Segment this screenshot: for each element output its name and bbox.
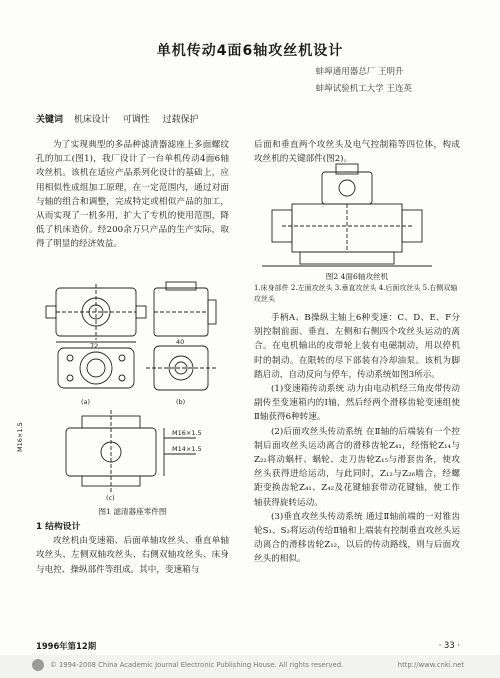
continued-paragraph: 后面和垂直两个攻丝头及电气控制箱等四位体，构成攻丝机的关键部件(图2)。 [254, 140, 460, 165]
left-column-section-1 [36, 520, 229, 577]
body-paragraph: (3)垂直攻丝头传动系统 通过Ⅱ轴前端的一对锥齿轮S₁、S₂将运动传给Ⅱ轴和上端装有控制垂直攻丝头运动离合的滑移齿轮Z₁₂，以后的传动路线，则与后面攻丝头的相似。 [254, 511, 460, 565]
fig1-dimension: M14×1.5 [172, 445, 202, 453]
publisher-url[interactable]: http://www.cnki.net [397, 661, 464, 669]
figure-1-caption: 图1 滤清器座零件图 [98, 507, 167, 516]
keywords-label: 关键词 [36, 115, 64, 125]
publisher-logo-icon [32, 659, 44, 671]
author-affiliation-2: 蚌埠试验机工大学 王连英 [315, 84, 412, 94]
figure-2-caption: 图2 4面6轴攻丝机 [325, 272, 389, 281]
figure-2-drawing [262, 164, 432, 269]
journal-issue: 1996年第12期 [36, 641, 97, 651]
right-column-top [254, 138, 460, 166]
section-paragraph: 攻丝机由变速箱、后面单轴攻丝头、垂直单轴攻丝头、左侧双轴攻丝头、右侧双轴攻丝头、床身与电控、操纵部件等组成。其中，变速箱与 [36, 536, 229, 575]
copyright-notice: © 1994-2008 China Academic Journal Electronic Publishing House. All rights reserved. [50, 661, 344, 669]
paper-title: 单机传动4面6轴攻丝机设计 [156, 43, 344, 59]
fig1-label-b: (b) [176, 398, 186, 406]
fig1-dimension: M16×1.5 [16, 422, 24, 452]
author-affiliation-1: 蚌埠通用器总厂 王明升 [315, 67, 404, 77]
fig1-dimension: 72 [90, 342, 99, 350]
author-list [316, 64, 412, 98]
keyword-item: 机床设计 [73, 115, 110, 125]
body-paragraph: (2)后面攻丝头传动系统 在Ⅱ轴的后端装有一个控制后面攻丝头运动离合的滑移齿轮Z₄₁，经惰轮Z₁₄与Z₂₂将动蜗杆、蜗轮、走刀齿轮Z₁₅与滑套齿条，使攻丝头获得进给运动，与此同时，Z₁₂与Z₂₆啮合，经螺距变换齿轮Z₄₁、Z₄₂及花键轴套带动花键轴，使工作轴获得旋转运动。 [254, 426, 460, 508]
body-paragraph: (1)变速箱传动系统 动力由电动机经三角皮带传动副传至变速箱内的Ⅰ轴，然后经两个滑移齿轮变速组使Ⅱ轴获得6种转速。 [254, 384, 460, 423]
figure-2-legend: 1.床身部件 2.左面攻丝头 3.垂直攻丝头 4.后面攻丝头 5.右侧双轴攻丝头 [254, 284, 458, 303]
keyword-item: 可调性 [122, 115, 150, 125]
intro-paragraph: 为了实现典型的多品种滤清器滤座上多面螺纹孔的加工(图1)，我厂设计了一台单机传动4面6轴攻丝机。该机在适应产品系列化设计的基础上，应用相似性成组加工原理，在一定范围内，通过对面与轴的组合和调整，完成特定或相似产品的加工，从而实现了一机多用，扩大了专机的使用范围，降低了机床造价。经200余万只产品的生产实际，取得了明显的经济效益。 [36, 140, 229, 250]
keyword-item: 过载保护 [162, 115, 199, 125]
body-paragraph: 手柄A、B操纵主轴上6种变速：C、D、E、F分别控制前面、垂直、左侧和右侧四个攻丝头运动的离合。在电机输出的皮带轮上装有电磁制动，用以停机时的制动。在限转的尽下部装有冷却油泵。该机为脚踏启动，自动反向与停车，传动系统如图3所示。 [254, 313, 460, 380]
keywords-line [36, 112, 209, 125]
fig1-dimension: M16×1.5 [172, 429, 202, 437]
figure-1-drawing [16, 278, 229, 503]
fig1-dimension: 40 [176, 338, 185, 346]
left-column-intro [36, 138, 229, 252]
section-heading: 1 结构设计 [36, 522, 81, 532]
page-number: · 33 · [438, 640, 460, 650]
right-column-body [254, 311, 460, 567]
fig1-label-a: (a) [81, 398, 91, 406]
fig1-label-c: (c) [106, 494, 115, 502]
